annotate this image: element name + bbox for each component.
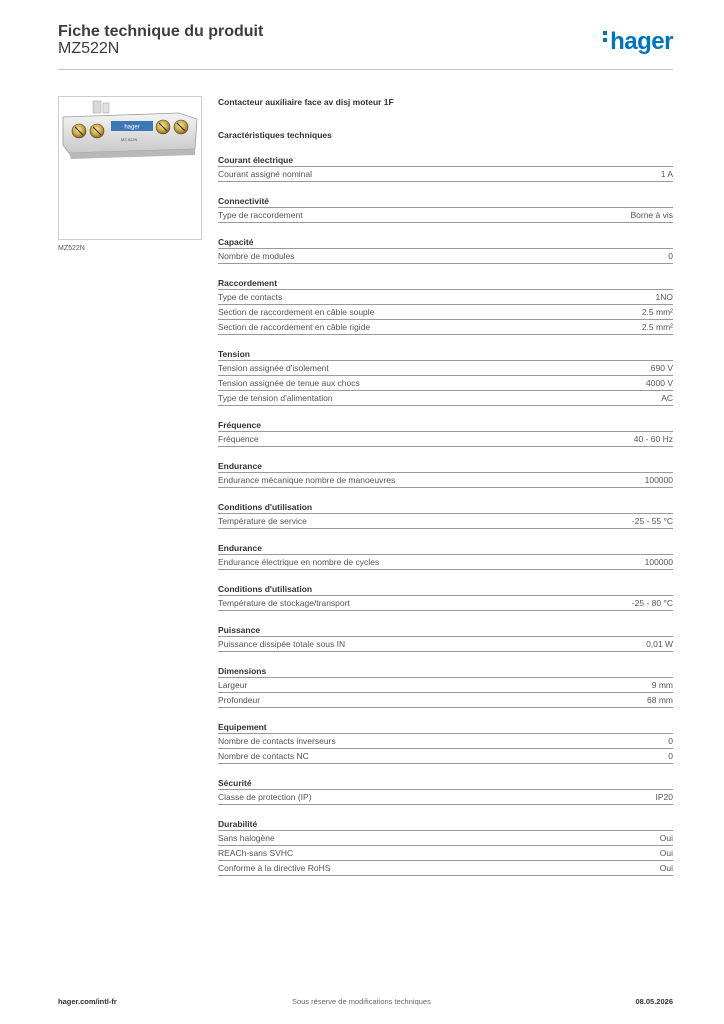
spec-label: Nombre de modules [218,251,295,261]
spec-row [218,305,673,320]
spec-section [218,625,673,652]
spec-label: Courant assigné nominal [218,169,313,179]
spec-value: 1NO [655,292,673,302]
spec-label: Classe de protection (IP) [218,792,312,802]
spec-label: Nombre de contacts inverseurs [218,736,336,746]
spec-label: Nombre de contacts NC [218,751,309,761]
tech-heading: Caractéristiques techniques [218,130,332,140]
spec-row [218,391,673,406]
spec-row [218,514,673,529]
footer-date: 08.05.2026 [635,997,673,1006]
spec-label: Type de tension d'alimentation [218,393,333,403]
section-title: Durabilité [218,819,673,831]
section-title: Tension [218,349,673,361]
spec-label: Puissance dissipée totale sous IN [218,639,346,649]
spec-label: Largeur [218,680,248,690]
spec-value: 2.5 mm² [641,322,673,332]
svg-text:MZ 522N: MZ 522N [121,137,138,142]
spec-row [218,831,673,846]
footer-disclaimer: Sous réserve de modifications techniques [292,997,431,1006]
spec-label: Endurance électrique en nombre de cycles [218,557,380,567]
spec-label: Endurance mécanique nombre de manoeuvres [218,475,396,485]
spec-section [218,722,673,764]
spec-value: Oui [659,863,673,873]
spec-label: Tension assignée de tenue aux chocs [218,378,360,388]
spec-row [218,473,673,488]
spec-value: Borne à vis [630,210,673,220]
page-header [58,20,673,70]
spec-row [218,376,673,391]
spec-value: 0 [668,736,673,746]
spec-row [218,790,673,805]
section-title: Puissance [218,625,673,637]
spec-label: Type de contacts [218,292,283,302]
spec-row [218,208,673,223]
spec-section [218,420,673,447]
spec-label: Température de service [218,516,307,526]
product-image-caption: MZ522N [58,245,85,252]
spec-row [218,290,673,305]
spec-value: 100000 [644,475,673,485]
spec-value: Oui [659,833,673,843]
spec-label: Conforme à la directive RoHS [218,863,331,873]
spec-value: IP20 [655,792,673,802]
spec-row [218,555,673,570]
svg-text:hager: hager [124,124,140,131]
spec-row [218,249,673,264]
section-title: Equipement [218,722,673,734]
spec-row [218,678,673,693]
spec-value: 4000 V [646,378,673,388]
footer-website-link[interactable]: hager.com/intl-fr [58,997,117,1006]
spec-row [218,693,673,708]
spec-label: Tension assignée d'isolement [218,363,329,373]
spec-row [218,749,673,764]
hager-logo [603,28,673,55]
spec-section [218,543,673,570]
spec-row [218,637,673,652]
spec-value: -25 - 55 °C [631,516,673,526]
spec-value: 68 mm [647,695,673,705]
spec-value: Oui [659,848,673,858]
section-title: Endurance [218,543,673,555]
spec-section [218,196,673,223]
spec-label: Profondeur [218,695,261,705]
product-description: Contacteur auxiliaire face av disj moteur 1F [218,97,394,107]
spec-value: 0,01 W [646,639,673,649]
spec-section [218,349,673,406]
spec-value: -25 - 80 °C [631,598,673,608]
spec-row [218,861,673,876]
section-title: Conditions d'utilisation [218,584,673,596]
spec-value: AC [661,393,673,403]
spec-value: 0 [668,251,673,261]
spec-sections [218,155,673,876]
spec-value: 1 A [660,169,673,179]
spec-section [218,819,673,876]
spec-label: Type de raccordement [218,210,303,220]
page-footer [58,997,673,1011]
spec-section [218,278,673,335]
section-title: Connectivité [218,196,673,208]
spec-row [218,320,673,335]
product-illustration [59,97,201,239]
spec-row [218,432,673,447]
spec-label: Température de stockage/transport [218,598,350,608]
section-title: Conditions d'utilisation [218,502,673,514]
spec-section [218,155,673,182]
spec-label: Fréquence [218,434,259,444]
spec-label: Section de raccordement en câble rigide [218,322,371,332]
product-image [58,96,202,240]
spec-label: Section de raccordement en câble souple [218,307,375,317]
page-title: Fiche technique du produit [58,23,264,40]
spec-value: 0 [668,751,673,761]
section-title: Dimensions [218,666,673,678]
product-reference: MZ522N [58,40,120,57]
spec-label: REACh-sans SVHC [218,848,294,858]
spec-row [218,596,673,611]
spec-row [218,361,673,376]
spec-section [218,666,673,708]
section-title: Capacité [218,237,673,249]
spec-row [218,846,673,861]
section-title: Fréquence [218,420,673,432]
spec-section [218,778,673,805]
section-title: Raccordement [218,278,673,290]
spec-section [218,584,673,611]
spec-value: 2.5 mm² [641,307,673,317]
spec-value: 40 - 60 Hz [633,434,673,444]
spec-section [218,237,673,264]
logo-text: hager [610,28,673,55]
spec-content [218,96,673,876]
spec-section [218,461,673,488]
spec-label: Sans halogène [218,833,275,843]
spec-value: 690 V [650,363,673,373]
section-title: Endurance [218,461,673,473]
section-title: Sécurité [218,778,673,790]
spec-section [218,502,673,529]
spec-value: 100000 [644,557,673,567]
logo-dots [603,28,608,45]
spec-row [218,734,673,749]
spec-row [218,167,673,182]
section-title: Courant électrique [218,155,673,167]
spec-value: 9 mm [651,680,673,690]
